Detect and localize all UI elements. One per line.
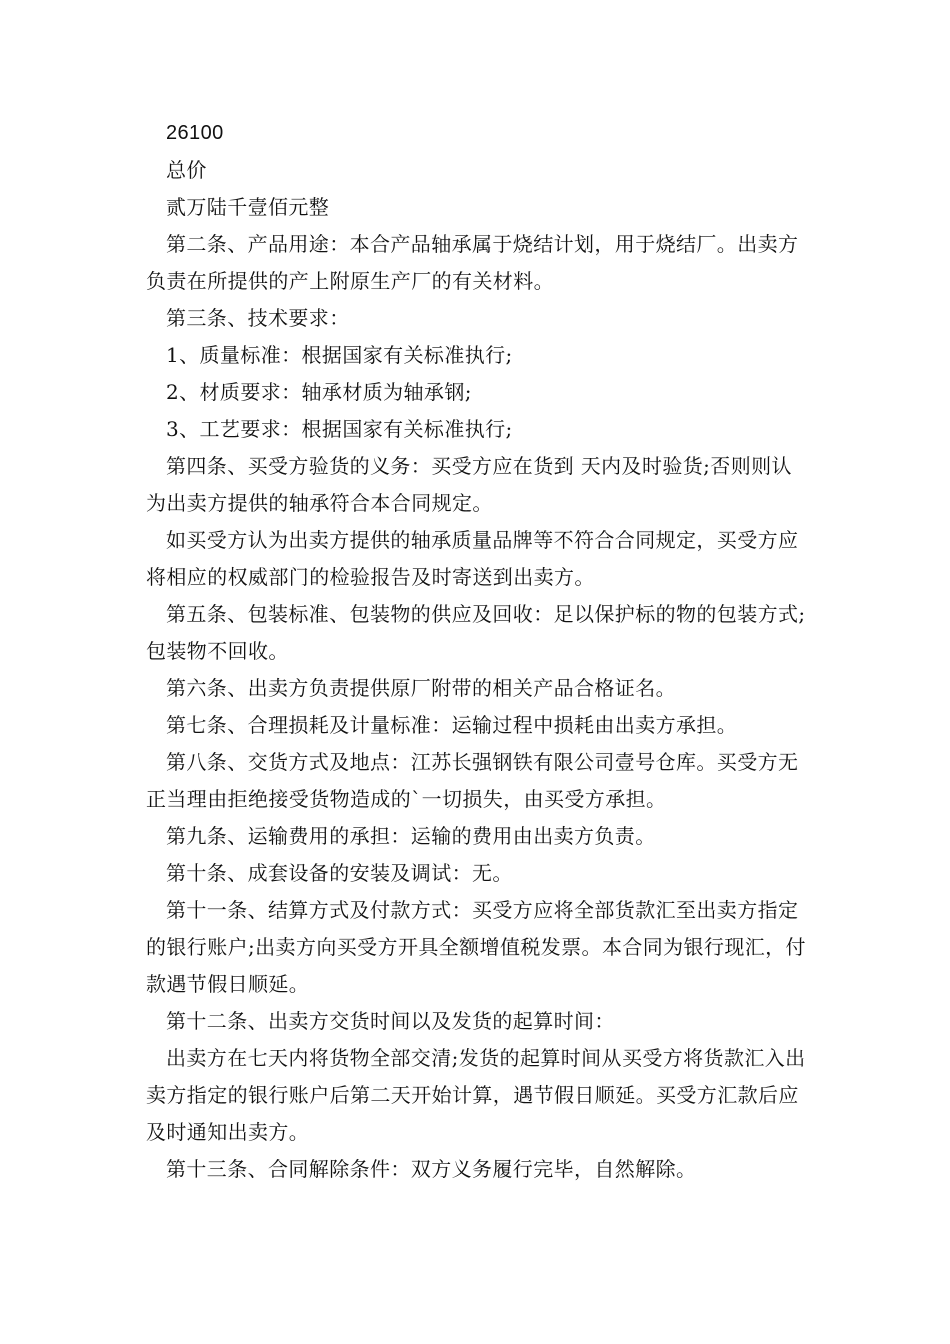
total-price-in-words: 贰万陆千壹佰元整 xyxy=(166,195,330,219)
clause-3-item-3: 3、工艺要求：根据国家有关标准执行; xyxy=(166,417,513,441)
clause-12-details: 出卖方在七天内将货物全部交清;发货的起算时间从买受方将货款汇入出卖方指定的银行账户后第二天开始计算，遇节假日顺延。买受方汇款后应及时通知出卖方。 xyxy=(146,1046,806,1144)
clause-7-loss: 第七条、合理损耗及计量标准：运输过程中损耗由出卖方承担。 xyxy=(166,713,738,737)
clause-9-transport-cost: 第九条、运输费用的承担：运输的费用由出卖方负责。 xyxy=(166,824,656,848)
clause-8-delivery: 第八条、交货方式及地点：江苏长强钢铁有限公司壹号仓库。买受方无正当理由拒绝接受货物造成的`一切损失，由买受方承担。 xyxy=(146,750,799,811)
clause-4-objection: 如买受方认为出卖方提供的轴承质量品牌等不符合合同规定，买受方应将相应的权威部门的检验报告及时寄送到出卖方。 xyxy=(146,528,799,589)
clause-2-product-use: 第二条、产品用途：本合产品轴承属于烧结计划，用于烧结厂。出卖方负责在所提供的产上附原生产厂的有关材料。 xyxy=(146,232,799,293)
clause-3-item-2: 2、材质要求：轴承材质为轴承钢; xyxy=(166,380,472,404)
clause-13-termination: 第十三条、合同解除条件：双方义务履行完毕，自然解除。 xyxy=(166,1157,697,1181)
price-amount: 26100 xyxy=(166,122,224,144)
clause-10-installation: 第十条、成套设备的安装及调试：无。 xyxy=(166,861,513,885)
clause-3-technical-requirements: 第三条、技术要求： xyxy=(166,306,350,330)
total-price-label: 总价 xyxy=(166,158,207,182)
clause-11-settlement: 第十一条、结算方式及付款方式：买受方应将全部货款汇至出卖方指定的银行账户;出卖方向买受方开具全额增值税发票。本合同为银行现汇，付款遇节假日顺延。 xyxy=(146,898,806,996)
clause-6-certificate: 第六条、出卖方负责提供原厂附带的相关产品合格证名。 xyxy=(166,676,676,700)
clause-3-item-1: 1、质量标准：根据国家有关标准执行; xyxy=(166,343,513,367)
clause-5-packaging: 第五条、包装标准、包装物的供应及回收：足以保护标的物的包装方式;包装物不回收。 xyxy=(146,602,806,663)
clause-4-inspection: 第四条、买受方验货的义务：买受方应在货到 天内及时验货;否则则认为出卖方提供的轴承符合本合同规定。 xyxy=(146,454,792,515)
clause-12-delivery-time: 第十二条、出卖方交货时间以及发货的起算时间： xyxy=(166,1009,615,1033)
document-body xyxy=(146,115,810,1188)
